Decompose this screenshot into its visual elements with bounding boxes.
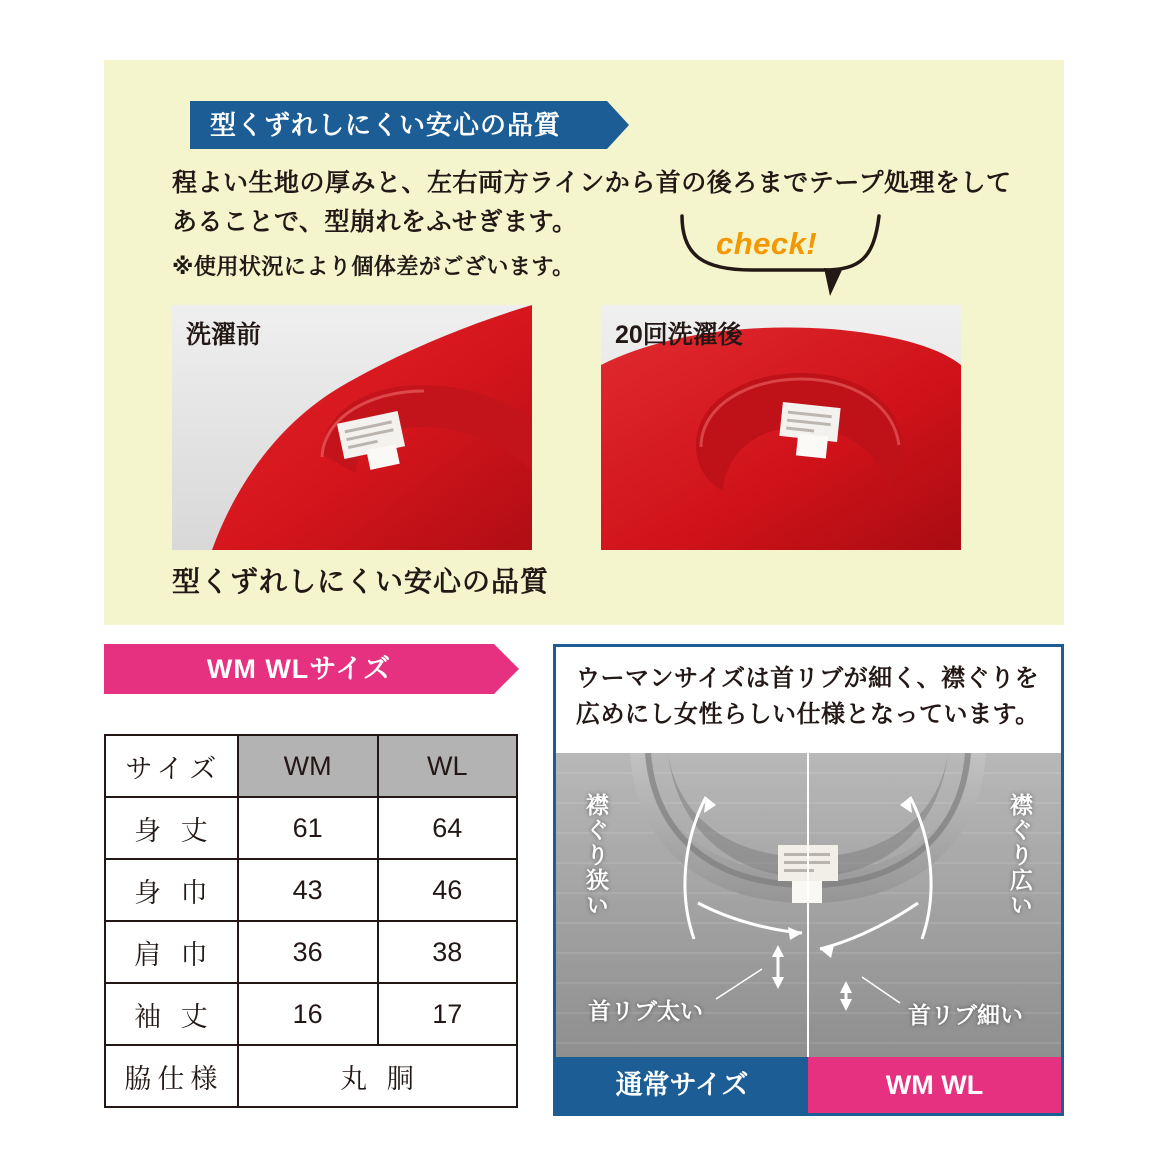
footer-wm-wl: WM WL: [808, 1057, 1061, 1113]
size-section-tag: [104, 644, 494, 694]
header-wm: WM: [238, 735, 378, 797]
table-row: [105, 983, 517, 1045]
quality-heading-tag: [190, 101, 607, 149]
check-callout: [674, 208, 889, 298]
table-header-row: [105, 735, 517, 797]
size-table: [104, 734, 518, 1108]
table-row: [105, 921, 517, 983]
annotation-rib-thick: 首リブ太い: [588, 998, 703, 1024]
footer-normal-size: 通常サイズ: [556, 1057, 808, 1113]
photo-before-wash: [172, 305, 532, 550]
row-value-length-wm: 61: [238, 797, 378, 859]
table-footer-row: [105, 1045, 517, 1107]
row-label-shoulder: 肩 巾: [105, 921, 238, 983]
size-section-label: WM WLサイズ: [206, 654, 392, 684]
header-wl: WL: [378, 735, 517, 797]
header-size: サイズ: [105, 735, 238, 797]
photo-after-wash: [601, 305, 961, 550]
annotation-neckline-wide: 襟ぐり広い: [1007, 793, 1033, 918]
neck-comparison-photo: [556, 753, 1061, 1063]
row-value-side-spec: 丸 胴: [238, 1045, 517, 1107]
row-value-shoulder-wl: 38: [378, 921, 517, 983]
quality-panel: [104, 60, 1064, 625]
table-row: [105, 859, 517, 921]
photo-after-label: 20回洗濯後: [615, 321, 743, 349]
annotation-neckline-narrow: 襟ぐり狭い: [583, 793, 609, 918]
quality-note-text: ※使用状況により個体差がございます。: [172, 254, 575, 279]
row-label-width: 身 巾: [105, 859, 238, 921]
row-label-sleeve: 袖 丈: [105, 983, 238, 1045]
quality-body-text: 程よい生地の厚みと、左右両方ラインから首の後ろまでテープ処理をしてあることで、型崩れをふせぎます。: [172, 169, 1012, 236]
row-label-length: 身 丈: [105, 797, 238, 859]
annotation-rib-thin: 首リブ細い: [908, 1002, 1023, 1028]
comparison-footer: [556, 1057, 1061, 1113]
check-label: check!: [716, 226, 818, 261]
row-value-width-wl: 46: [378, 859, 517, 921]
row-value-shoulder-wm: 36: [238, 921, 378, 983]
woman-size-box: [553, 644, 1064, 1116]
quality-heading-label: 型くずれしにくい安心の品質: [210, 110, 562, 140]
table-row: [105, 797, 517, 859]
row-value-width-wm: 43: [238, 859, 378, 921]
woman-size-description: ウーマンサイズは首リブが細く、襟ぐりを広めにし女性らしい仕様となっています。: [576, 665, 1040, 728]
row-value-sleeve-wm: 16: [238, 983, 378, 1045]
row-value-length-wl: 64: [378, 797, 517, 859]
quality-caption: 型くずれしにくい安心の品質: [172, 566, 550, 597]
row-label-side-spec: 脇仕様: [105, 1045, 238, 1107]
photo-before-label: 洗濯前: [186, 321, 262, 349]
row-value-sleeve-wl: 17: [378, 983, 517, 1045]
